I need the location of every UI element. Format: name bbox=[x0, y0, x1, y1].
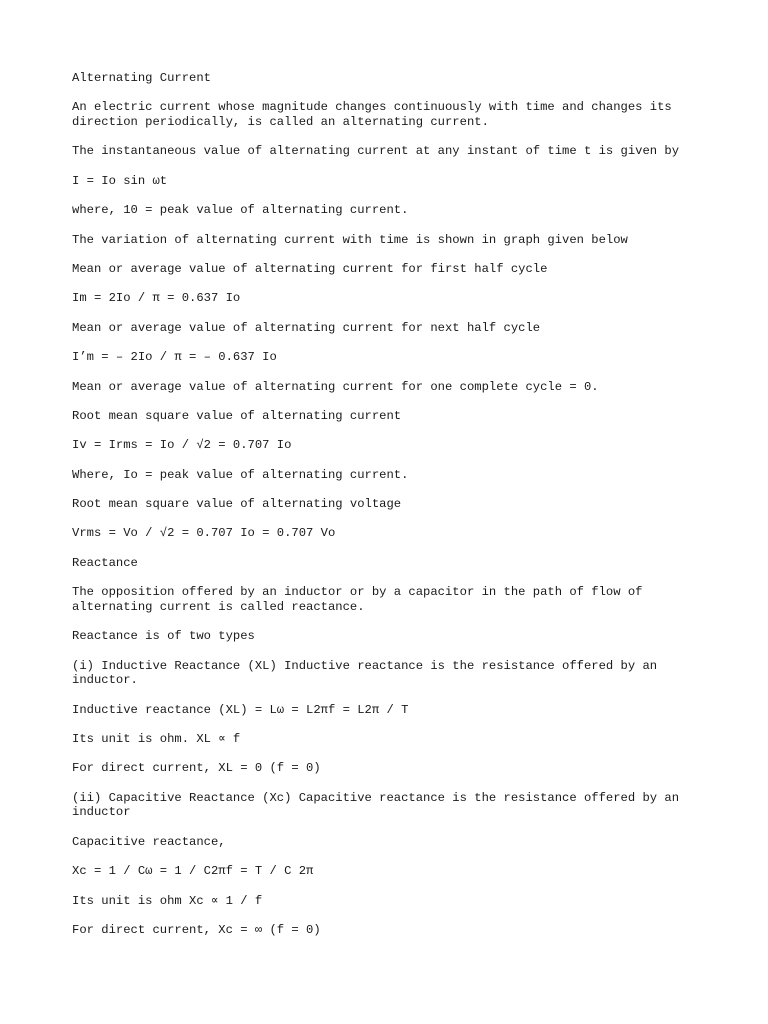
paragraph-peak-value-2: Where, Io = peak value of alternating current. bbox=[72, 467, 409, 482]
formula-mean-first-half: Im = 2Io / π = 0.637 Io bbox=[72, 291, 241, 306]
paragraph-reactance-types: Reactance is of two types bbox=[72, 629, 255, 644]
paragraph-instantaneous: The instantaneous value of alternating current at any instant of time t is given by bbox=[72, 144, 680, 159]
paragraph-definition: An electric current whose magnitude changes continuously with time and changes its direction periodically, is called an alternating current. bbox=[72, 100, 672, 129]
paragraph-rms-voltage: Root mean square value of alternating voltage bbox=[72, 497, 402, 512]
paragraph-mean-complete-cycle: Mean or average value of alternating current for one complete cycle = 0. bbox=[72, 379, 599, 394]
formula-inductive-reactance: Inductive reactance (XL) = Lω = L2πf = L2π / T bbox=[72, 702, 409, 717]
paragraph-peak-value: where, 10 = peak value of alternating current. bbox=[72, 203, 409, 218]
paragraph-capacitive-reactance: (ii) Capacitive Reactance (Xc) Capacitive reactance is the resistance offered by an inductor bbox=[72, 790, 680, 820]
paragraph-capacitive-dc: For direct current, Xc = ∞ (f = 0) bbox=[72, 922, 321, 937]
paragraph-mean-next-half: Mean or average value of alternating current for next half cycle bbox=[72, 320, 541, 335]
paragraph-capacitive-unit: Its unit is ohm Xc ∝ 1 / f bbox=[72, 893, 263, 908]
heading-reactance: Reactance bbox=[72, 555, 138, 570]
paragraph-inductive-dc: For direct current, XL = 0 (f = 0) bbox=[72, 761, 321, 776]
paragraph-inductive-unit: Its unit is ohm. XL ∝ f bbox=[72, 731, 241, 746]
paragraph-capacitive-label: Capacitive reactance, bbox=[72, 834, 226, 849]
paragraph-graph-note: The variation of alternating current with time is shown in graph given below bbox=[72, 232, 628, 247]
formula-rms-current: Iv = Irms = Io / √2 = 0.707 Io bbox=[72, 438, 292, 453]
formula-instantaneous: I = Io sin ωt bbox=[72, 173, 168, 188]
heading-alternating-current: Alternating Current bbox=[72, 71, 211, 85]
formula-rms-voltage: Vrms = Vo / √2 = 0.707 Io = 0.707 Vo bbox=[72, 526, 336, 541]
paragraph-inductive-reactance: (i) Inductive Reactance (XL) Inductive reactance is the resistance offered by an inductor. bbox=[72, 658, 658, 688]
formula-capacitive-reactance: Xc = 1 / Cω = 1 / C2πf = T / C 2π bbox=[72, 864, 314, 879]
formula-mean-next-half: I’m = – 2Io / π = – 0.637 Io bbox=[72, 350, 277, 365]
paragraph-mean-first-half: Mean or average value of alternating current for first half cycle bbox=[72, 261, 548, 276]
paragraph-reactance-definition: The opposition offered by an inductor or by a capacitor in the path of flow of alternating current is called reactance. bbox=[72, 585, 643, 614]
paragraph-rms-current: Root mean square value of alternating current bbox=[72, 408, 402, 423]
document-page bbox=[72, 71, 712, 952]
